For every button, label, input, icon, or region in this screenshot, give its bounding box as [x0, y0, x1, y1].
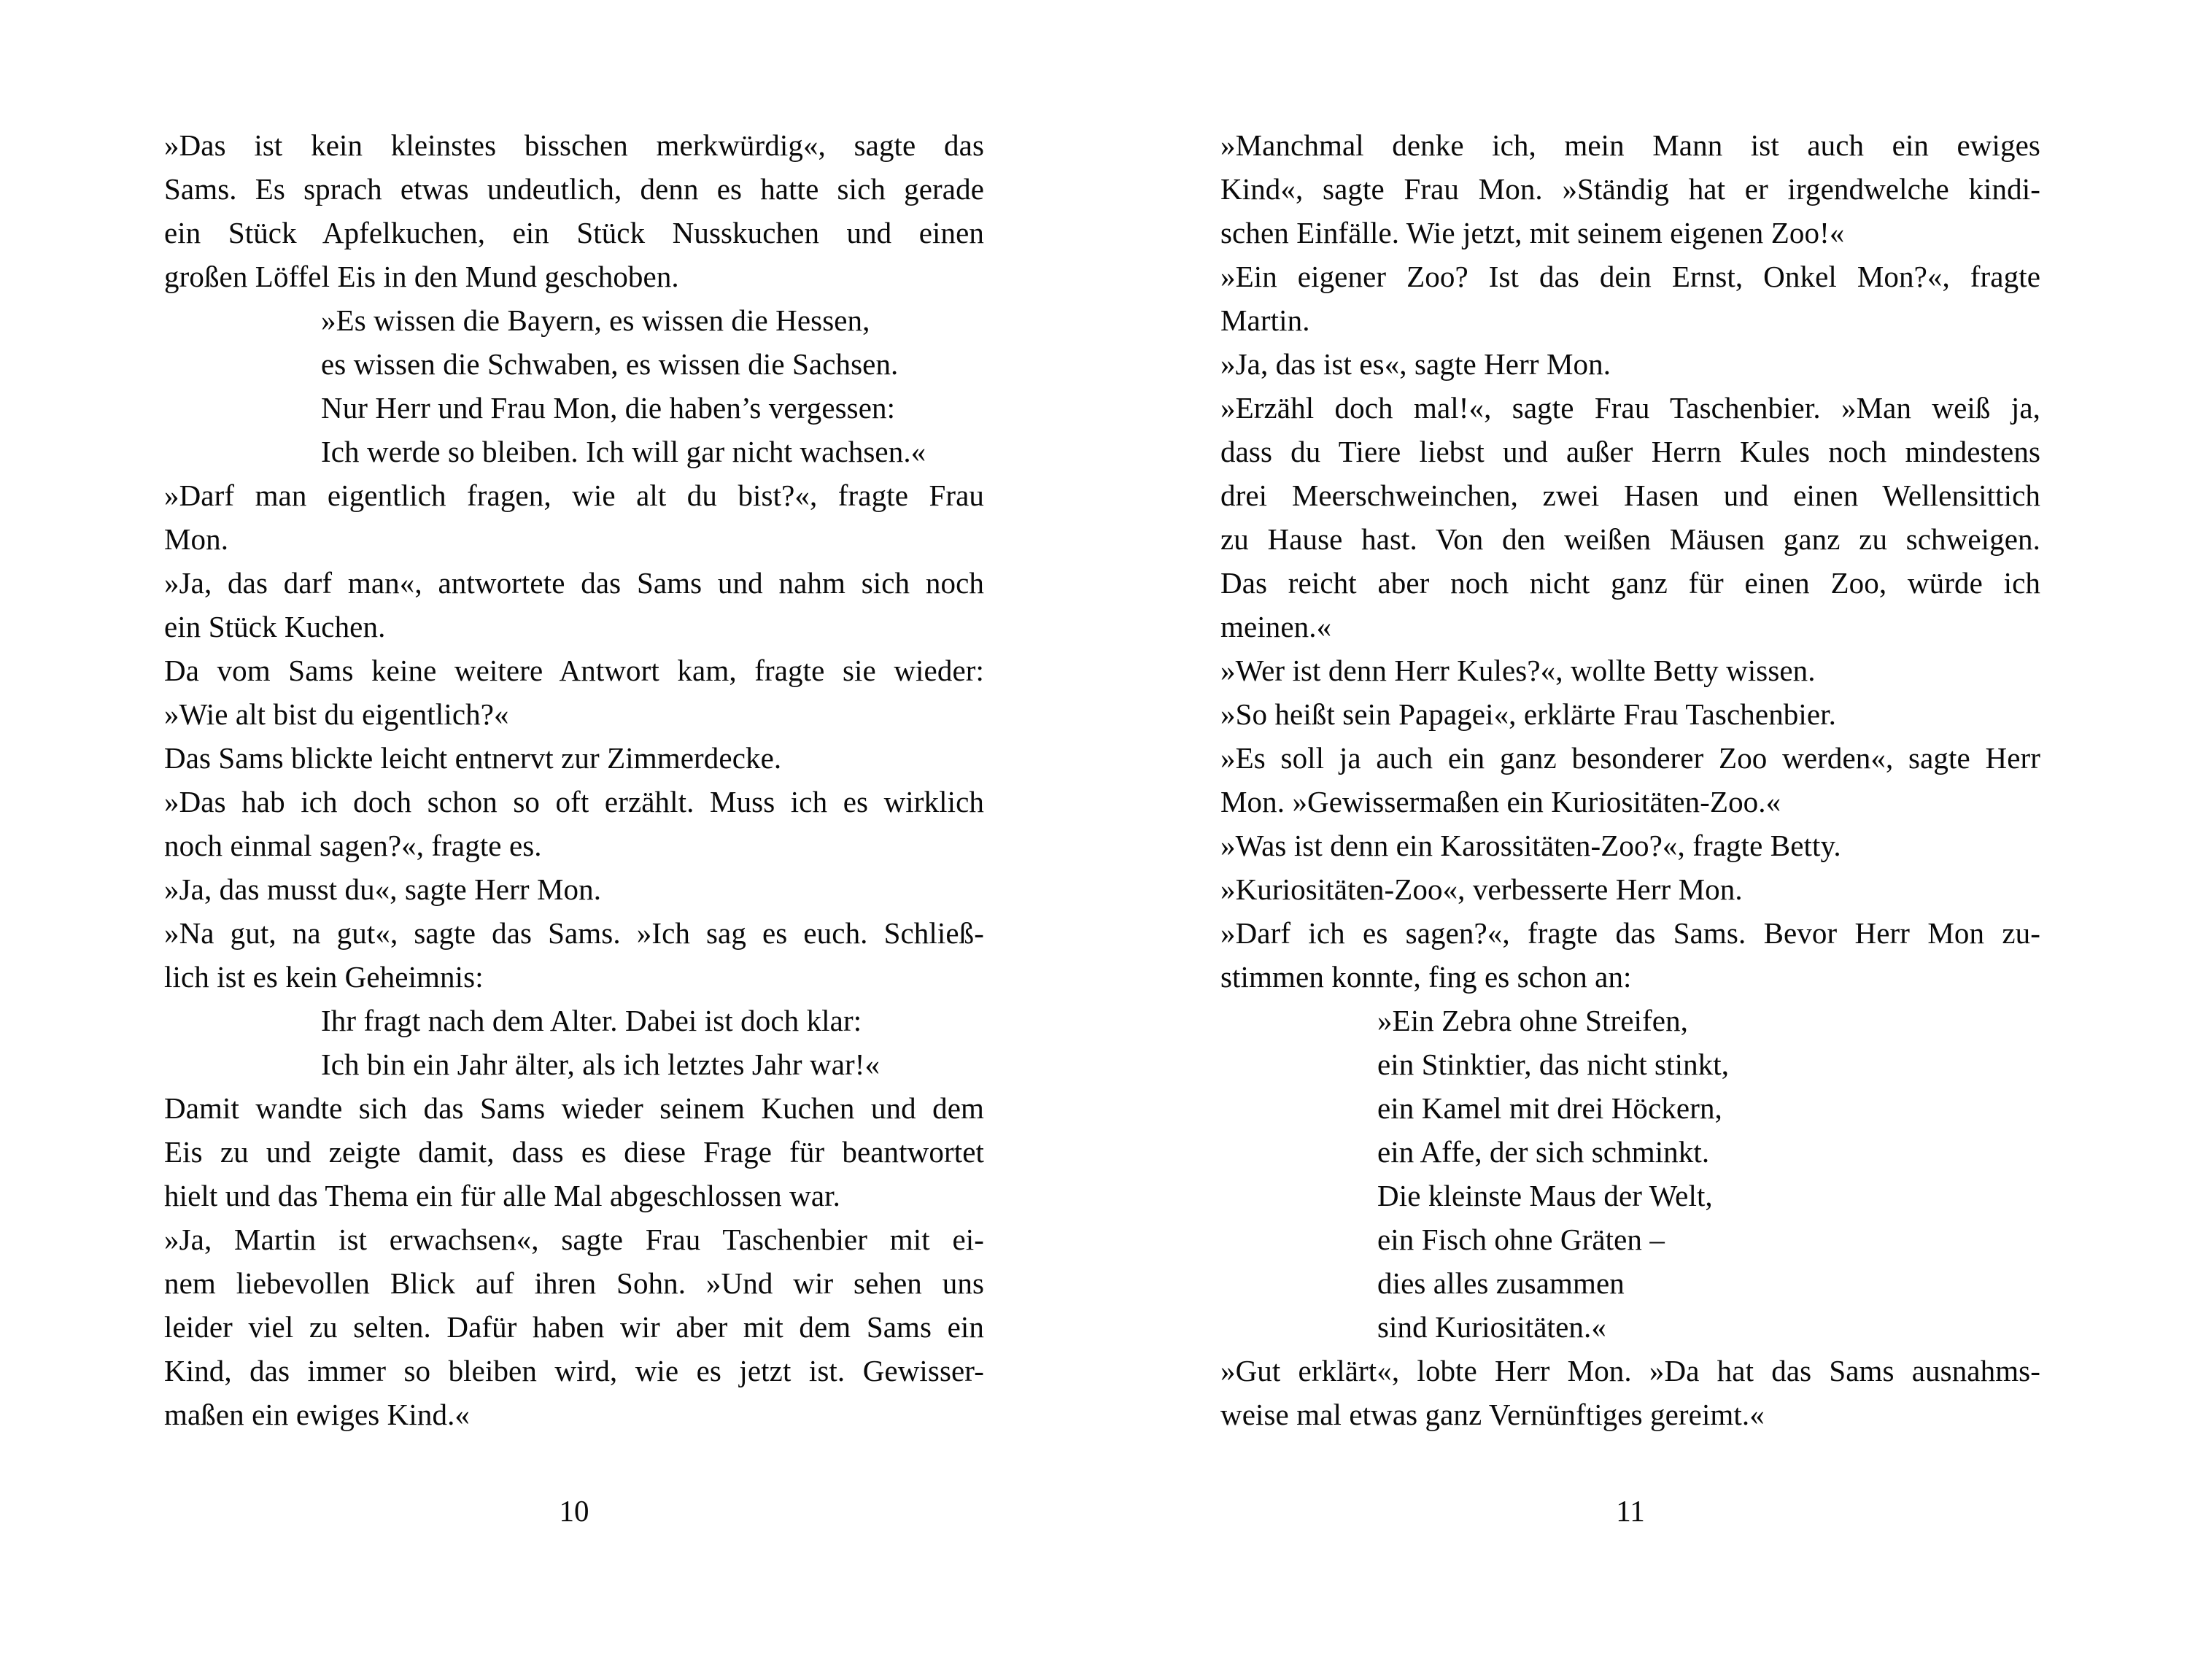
- text-line: ein Stück Apfelkuchen, ein Stück Nusskuchen und einen: [164, 216, 984, 249]
- text-line: »Es soll ja auch ein ganz besonderer Zoo werden«, sagte Herr: [1220, 741, 2040, 775]
- text-line: »Na gut, na gut«, sagte das Sams. »Ich sag es euch. Schließ-: [164, 916, 984, 950]
- text-line: »Ein Zebra ohne Streifen,: [1377, 1004, 1689, 1037]
- text-line: »Das ist kein kleinstes bisschen merkwürdig«, sagte das: [164, 128, 984, 162]
- text-line: »Ja, Martin ist erwachsen«, sagte Frau Taschenbier mit ei-: [164, 1223, 984, 1256]
- text-line: es wissen die Schwaben, es wissen die Sachsen.: [321, 347, 899, 381]
- text-line: »Ja, das ist es«, sagte Herr Mon.: [1220, 347, 1611, 381]
- text-line: Das reicht aber noch nicht ganz für einen Zoo, würde ich: [1220, 566, 2040, 600]
- text-line: »Erzähl doch mal!«, sagte Frau Taschenbier. »Man weiß ja,: [1220, 391, 2040, 425]
- text-line: sind Kuriositäten.«: [1377, 1310, 1606, 1344]
- text-line: »Ein eigener Zoo? Ist das dein Ernst, Onkel Mon?«, fragte: [1220, 260, 2040, 293]
- left-page-text: [164, 123, 984, 1436]
- text-line: Sams. Es sprach etwas undeutlich, denn es hatte sich gerade: [164, 172, 984, 206]
- left-page-number: 10: [559, 1494, 589, 1528]
- text-line: Ihr fragt nach dem Alter. Dabei ist doch klar:: [321, 1004, 862, 1037]
- right-page-text: [1220, 123, 2040, 1436]
- text-line: großen Löffel Eis in den Mund geschoben.: [164, 260, 679, 293]
- text-line: leider viel zu selten. Dafür haben wir aber mit dem Sams ein: [164, 1310, 984, 1344]
- text-line: Damit wandte sich das Sams wieder seinem Kuchen und dem: [164, 1091, 984, 1125]
- text-line: Kind, das immer so bleiben wird, wie es jetzt ist. Gewisser-: [164, 1354, 984, 1387]
- text-line: drei Meerschweinchen, zwei Hasen und einen Wellensittich: [1220, 479, 2040, 512]
- text-line: »Ja, das darf man«, antwortete das Sams und nahm sich noch: [164, 566, 984, 600]
- text-line: »Wie alt bist du eigentlich?«: [164, 697, 509, 731]
- text-line: »Manchmal denke ich, mein Mann ist auch ein ewiges: [1220, 128, 2040, 162]
- text-line: ein Kamel mit drei Höckern,: [1377, 1091, 1722, 1125]
- text-line: »Gut erklärt«, lobte Herr Mon. »Da hat das Sams ausnahms-: [1220, 1354, 2040, 1387]
- text-line: nem liebevollen Blick auf ihren Sohn. »Und wir sehen uns: [164, 1266, 984, 1300]
- text-line: ein Fisch ohne Gräten –: [1377, 1223, 1665, 1256]
- text-line: »Das hab ich doch schon so oft erzählt. Muss ich es wirklich: [164, 785, 984, 818]
- text-line: Mon.: [164, 522, 229, 556]
- text-line: stimmen konnte, fing es schon an:: [1220, 960, 1632, 994]
- text-line: »Darf ich es sagen?«, fragte das Sams. Bevor Herr Mon zu-: [1220, 916, 2040, 950]
- text-line: dass du Tiere liebst und außer Herrn Kules noch mindestens: [1220, 435, 2040, 468]
- text-line: »Darf man eigentlich fragen, wie alt du bist?«, fragte Frau: [164, 479, 984, 512]
- text-line: »So heißt sein Papagei«, erklärte Frau Taschenbier.: [1220, 697, 1837, 731]
- right-page-number: 11: [1616, 1494, 1645, 1528]
- text-line: Eis zu und zeigte damit, dass es diese Frage für beantwortet: [164, 1135, 984, 1169]
- text-line: weise mal etwas ganz Vernünftiges gereimt.«: [1220, 1398, 1765, 1431]
- text-line: Das Sams blickte leicht entnervt zur Zimmerdecke.: [164, 741, 782, 775]
- text-line: meinen.«: [1220, 610, 1332, 643]
- text-line: ein Stück Kuchen.: [164, 610, 386, 643]
- text-line: ein Stinktier, das nicht stinkt,: [1377, 1048, 1730, 1081]
- text-line: »Was ist denn ein Karossitäten-Zoo?«, fragte Betty.: [1220, 829, 1841, 862]
- text-line: ein Affe, der sich schminkt.: [1377, 1135, 1710, 1169]
- text-line: Da vom Sams keine weitere Antwort kam, fragte sie wieder:: [164, 654, 984, 687]
- text-line: Martin.: [1220, 303, 1310, 337]
- text-line: Ich werde so bleiben. Ich will gar nicht wachsen.«: [321, 435, 926, 468]
- text-line: dies alles zusammen: [1377, 1266, 1625, 1300]
- text-line: »Wer ist denn Herr Kules?«, wollte Betty wissen.: [1220, 654, 1816, 687]
- text-line: »Kuriositäten-Zoo«, verbesserte Herr Mon.: [1220, 872, 1743, 906]
- text-line: lich ist es kein Geheimnis:: [164, 960, 484, 994]
- text-line: maßen ein ewiges Kind.«: [164, 1398, 471, 1431]
- text-line: »Ja, das musst du«, sagte Herr Mon.: [164, 872, 602, 906]
- text-line: Kind«, sagte Frau Mon. »Ständig hat er irgendwelche kindi-: [1220, 172, 2040, 206]
- text-line: Die kleinste Maus der Welt,: [1377, 1179, 1713, 1212]
- text-line: schen Einfälle. Wie jetzt, mit seinem eigenen Zoo!«: [1220, 216, 1845, 249]
- text-line: noch einmal sagen?«, fragte es.: [164, 829, 542, 862]
- text-line: »Es wissen die Bayern, es wissen die Hessen,: [321, 303, 870, 337]
- text-line: Ich bin ein Jahr älter, als ich letztes Jahr war!«: [321, 1048, 881, 1081]
- text-line: Mon. »Gewissermaßen ein Kuriositäten-Zoo.«: [1220, 785, 1781, 818]
- text-line: hielt und das Thema ein für alle Mal abgeschlossen war.: [164, 1179, 840, 1212]
- text-line: zu Hause hast. Von den weißen Mäusen ganz zu schweigen.: [1220, 522, 2040, 556]
- text-line: Nur Herr und Frau Mon, die haben’s vergessen:: [321, 391, 896, 425]
